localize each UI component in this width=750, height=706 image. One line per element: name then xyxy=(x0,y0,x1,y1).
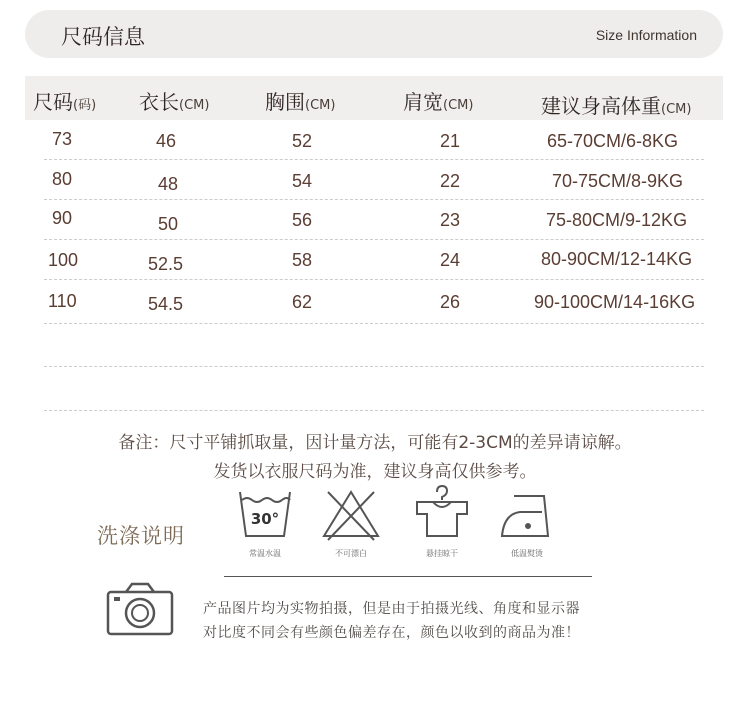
empty-row-divider xyxy=(44,366,704,367)
empty-row-divider xyxy=(44,410,704,411)
hang-dry-icon xyxy=(409,484,475,542)
cell-chest: 54 xyxy=(292,171,313,191)
col-length: 衣长(CM) xyxy=(139,90,210,114)
wash-item xyxy=(407,484,477,559)
col-chest: 胸围(CM) xyxy=(265,90,336,114)
cell-height-weight: 70-75CM/8-9KG xyxy=(552,171,684,191)
note-line-2: 发货以衣服尺码为准，建议身高仅供参考。 xyxy=(213,462,537,482)
cell-length: 54.5 xyxy=(148,294,184,314)
cell-chest: 56 xyxy=(292,210,313,230)
wash-caption: 不可漂白 xyxy=(335,549,367,558)
header-title: 尺码信息 xyxy=(61,25,145,49)
header-subtitle: Size Information xyxy=(595,27,697,43)
cell-height-weight: 90-100CM/14-16KG xyxy=(534,292,696,312)
cell-shoulder: 24 xyxy=(440,250,461,270)
cell-height-weight: 80-90CM/12-14KG xyxy=(541,249,693,269)
no-bleach-icon xyxy=(318,484,384,542)
cell-length: 50 xyxy=(158,214,179,234)
wash-item xyxy=(492,484,562,559)
cell-chest: 52 xyxy=(292,131,313,151)
table-row xyxy=(44,200,704,240)
col-size: 尺码(码) xyxy=(33,90,97,114)
row-divider xyxy=(44,323,704,324)
note-line-1: 备注：尺寸平铺抓取量，因计量方法，可能有2-3CM的差异请谅解。 xyxy=(118,433,632,453)
cell-size: 90 xyxy=(52,208,73,228)
table-row xyxy=(44,240,704,280)
table-header xyxy=(25,76,723,120)
col-shoulder: 肩宽(CM) xyxy=(403,90,474,114)
cell-length: 46 xyxy=(156,131,177,151)
disclaimer-line-2: 对比度不同会有些颜色偏差存在，颜色以收到的商品为准！ xyxy=(203,625,580,641)
camera-icon xyxy=(106,582,174,640)
wash-temp-text: 30° xyxy=(250,510,280,528)
cell-size: 110 xyxy=(48,291,77,311)
wash-title: 洗涤说明 xyxy=(97,524,185,548)
cell-shoulder: 23 xyxy=(440,210,461,230)
cell-shoulder: 21 xyxy=(440,131,461,151)
wash-caption: 常温水温 xyxy=(249,549,281,558)
cell-length: 48 xyxy=(158,174,179,194)
disclaimer-line-1: 产品图片均为实物拍摄，但是由于拍摄光线、角度和显示器 xyxy=(203,601,580,617)
wash-caption: 低温熨烫 xyxy=(511,549,543,558)
table-row xyxy=(44,160,704,200)
cell-size: 100 xyxy=(48,250,79,270)
cell-length: 52.5 xyxy=(148,254,184,274)
wash-30-icon xyxy=(232,484,298,542)
wash-item xyxy=(230,484,300,559)
table-row xyxy=(44,280,704,324)
cell-shoulder: 22 xyxy=(440,171,461,191)
table-row xyxy=(44,120,704,160)
wash-item xyxy=(316,484,386,559)
cell-chest: 62 xyxy=(292,292,313,312)
cell-height-weight: 65-70CM/6-8KG xyxy=(547,131,679,151)
cell-chest: 58 xyxy=(292,250,313,270)
wash-caption: 悬挂晾干 xyxy=(426,549,458,558)
cell-height-weight: 75-80CM/9-12KG xyxy=(546,210,688,230)
header-bar xyxy=(25,10,723,58)
cell-shoulder: 26 xyxy=(440,292,461,312)
cell-size: 80 xyxy=(52,169,73,189)
col-height-weight: 建议身高体重(CM) xyxy=(541,94,692,118)
cell-size: 73 xyxy=(52,129,73,149)
low-iron-icon xyxy=(494,484,560,542)
wash-divider xyxy=(224,576,592,577)
